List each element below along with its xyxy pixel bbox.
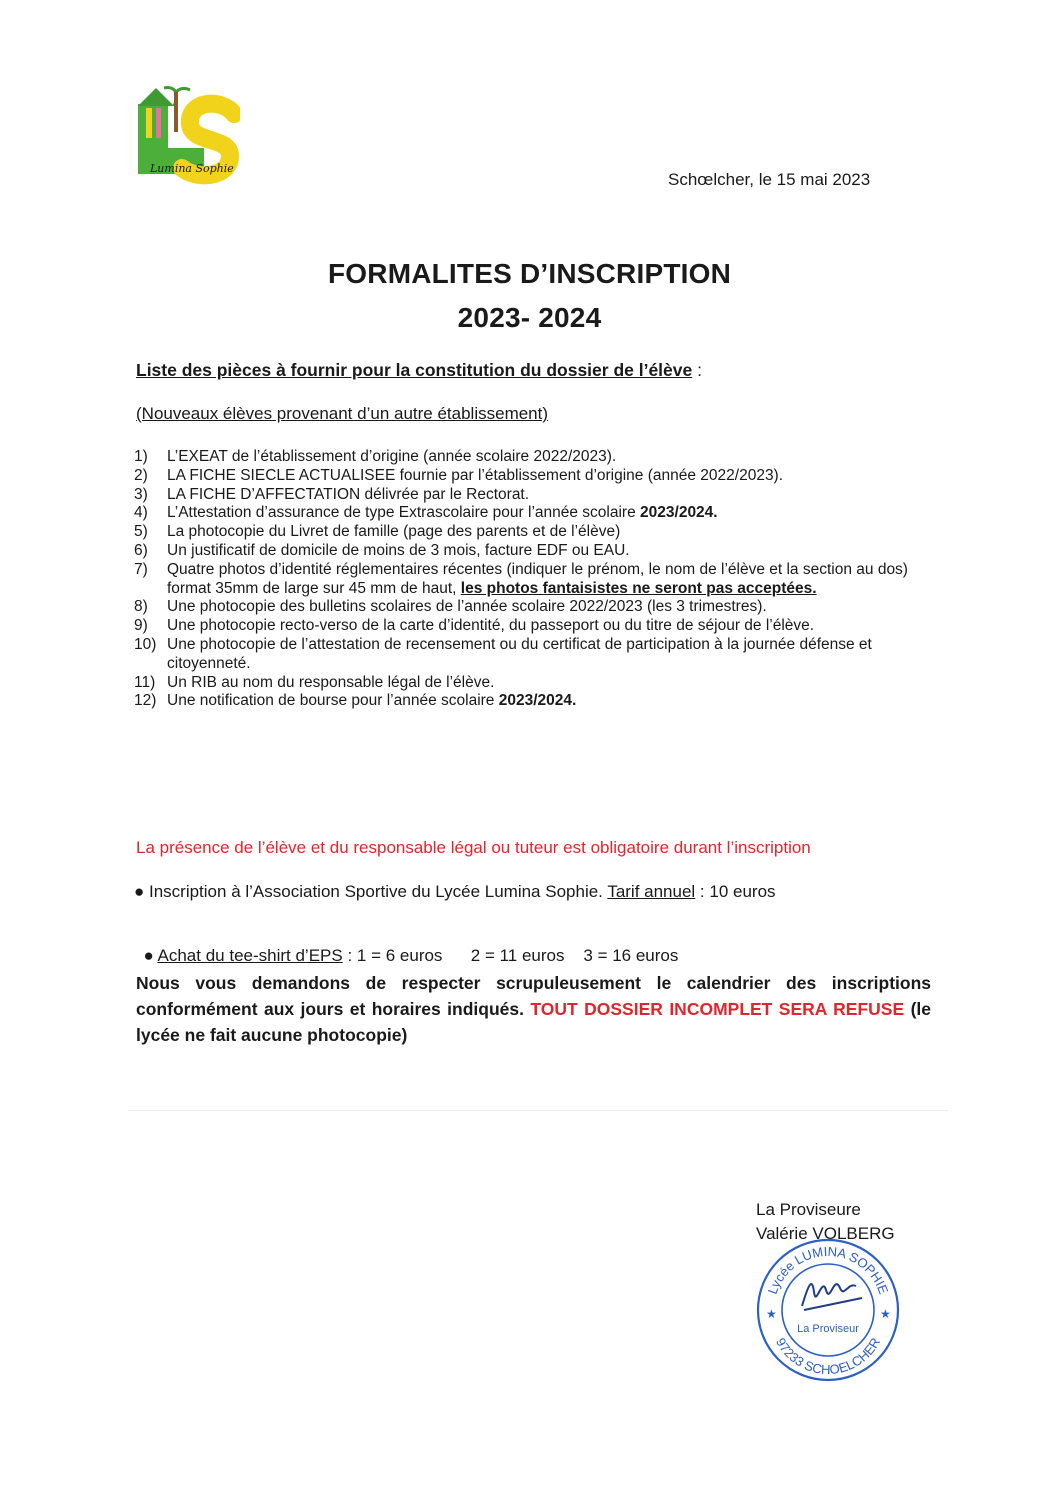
item-number: 1) <box>134 448 148 465</box>
star-icon: ★ <box>766 1307 777 1321</box>
star-icon: ★ <box>880 1307 891 1321</box>
item-text: Un justificatif de domicile de moins de 3 mois, facture EDF ou EAU. <box>167 541 630 559</box>
tee-shirt-label: Achat du tee-shirt d’EPS <box>157 946 343 965</box>
list-item <box>134 617 914 636</box>
bullet-icon: ● <box>143 946 158 965</box>
document-year: 2023- 2024 <box>457 302 602 333</box>
item-text: Une photocopie de l’attestation de recensement ou du certificat de participation à la journée défense et citoyenneté. <box>167 635 872 672</box>
item-number: 4) <box>134 504 148 522</box>
list-item <box>134 674 914 693</box>
item-number: 5) <box>134 523 148 541</box>
list-item <box>134 636 914 674</box>
list-item <box>134 486 914 505</box>
item-number: 10) <box>134 635 157 653</box>
item-text: Un RIB au nom du responsable légal de l’élève. <box>167 673 495 691</box>
document-date: Schœlcher, le 15 mai 2023 <box>668 170 871 189</box>
item-text: LA FICHE D’AFFECTATION délivrée par le Rectorat. <box>167 485 530 503</box>
tarif-label: Tarif annuel <box>607 882 696 901</box>
list-heading <box>136 360 702 381</box>
notice-photocopy-text: (le lycée ne fait aucune photocopie) <box>136 999 931 1045</box>
stamp-center-text: La Proviseur <box>797 1323 859 1335</box>
item-text: Une photocopie des bulletins scolaires de l’année scolaire 2022/2023 (les 3 trimestres). <box>167 598 767 616</box>
incomplete-warning: TOUT DOSSIER INCOMPLET SERA REFUSE <box>530 999 905 1019</box>
documents-list <box>134 448 914 711</box>
logo-caption: Lumina Sophie <box>150 162 234 175</box>
signatory-name: Valérie VOLBERG <box>756 1224 895 1243</box>
item-text: La photocopie du Livret de famille (page des parents et de l’élève) <box>167 523 621 541</box>
item-number: 9) <box>134 617 148 635</box>
tarif-value: : 10 euros <box>695 882 776 901</box>
list-item <box>134 598 914 617</box>
item-text: LA FICHE SIECLE ACTUALISEE fournie par l’établissement d’origine (année 2022/2023). <box>167 466 784 484</box>
association-text: ● Inscription à l’Association Sportive du Lycée Lumina Sophie. <box>134 882 608 901</box>
list-item <box>134 448 914 467</box>
list-item <box>134 467 914 486</box>
document-title: FORMALITES D’INSCRIPTION <box>327 258 732 289</box>
item-number: 12) <box>134 692 157 710</box>
item-number: 7) <box>134 560 148 578</box>
item-number: 11) <box>134 673 156 691</box>
item-number: 3) <box>134 485 148 503</box>
school-stamp <box>744 1226 912 1384</box>
svg-text:Lycée LUMINA SOPHIE <box>765 1244 892 1297</box>
presence-notice: La présence de l’élève et du responsable légal ou tuteur est obligatoire durant l’inscription <box>136 838 811 857</box>
item-number: 8) <box>134 598 148 616</box>
item-text: Une photocopie recto-verso de la carte d’identité, du passeport ou du titre de séjour de l’élève. <box>167 617 815 635</box>
stamp-bottom-text: 97233 SCHOELCHER <box>772 1335 884 1378</box>
divider <box>128 1110 948 1111</box>
notice-text: Nous vous demandons de respecter scrupuleusement le calendrier des inscriptions conformément aux jours et horaires indiqués. <box>136 973 931 1019</box>
signatory-role: La Proviseure <box>756 1200 861 1219</box>
list-item <box>134 692 914 711</box>
item-number: 2) <box>134 466 148 484</box>
item-bold-text: 2023/2024. <box>640 504 718 522</box>
calendar-notice <box>136 970 931 1048</box>
school-logo <box>132 84 240 190</box>
list-heading-suffix: : <box>692 360 702 380</box>
item-bold-text: 2023/2024. <box>498 692 577 710</box>
item-text: Une notification de bourse pour l’année scolaire <box>167 692 499 710</box>
item-text: L’EXEAT de l’établissement d’origine (année scolaire 2022/2023). <box>167 448 617 465</box>
signature-scribble <box>802 1284 862 1310</box>
list-heading-text: Liste des pièces à fournir pour la constitution du dossier de l’élève <box>136 360 693 380</box>
item-text: Quatre photos d’identité réglementaires récentes (indiquer le prénom, le nom de l’élève et la section au dos) format 35mm de large sur 45 mm de haut, <box>167 560 908 597</box>
list-item <box>134 561 914 599</box>
list-item <box>134 504 914 523</box>
item-warning-text: les photos fantaisistes ne seront pas acceptées. <box>460 579 817 597</box>
item-number: 6) <box>134 541 148 559</box>
list-item <box>134 523 914 542</box>
list-item <box>134 542 914 561</box>
association-bullet <box>134 882 776 902</box>
item-text: L’Attestation d’assurance de type Extrascolaire pour l’année scolaire <box>167 504 641 522</box>
tee-shirt-prices: : 1 = 6 euros 2 = 11 euros 3 = 16 euros <box>342 946 679 965</box>
tee-shirt-bullet <box>134 926 678 966</box>
stamp-top-text: Lycée LUMINA SOPHIE <box>764 1243 892 1297</box>
subheading: (Nouveaux élèves provenant d’un autre établissement) <box>136 404 549 423</box>
